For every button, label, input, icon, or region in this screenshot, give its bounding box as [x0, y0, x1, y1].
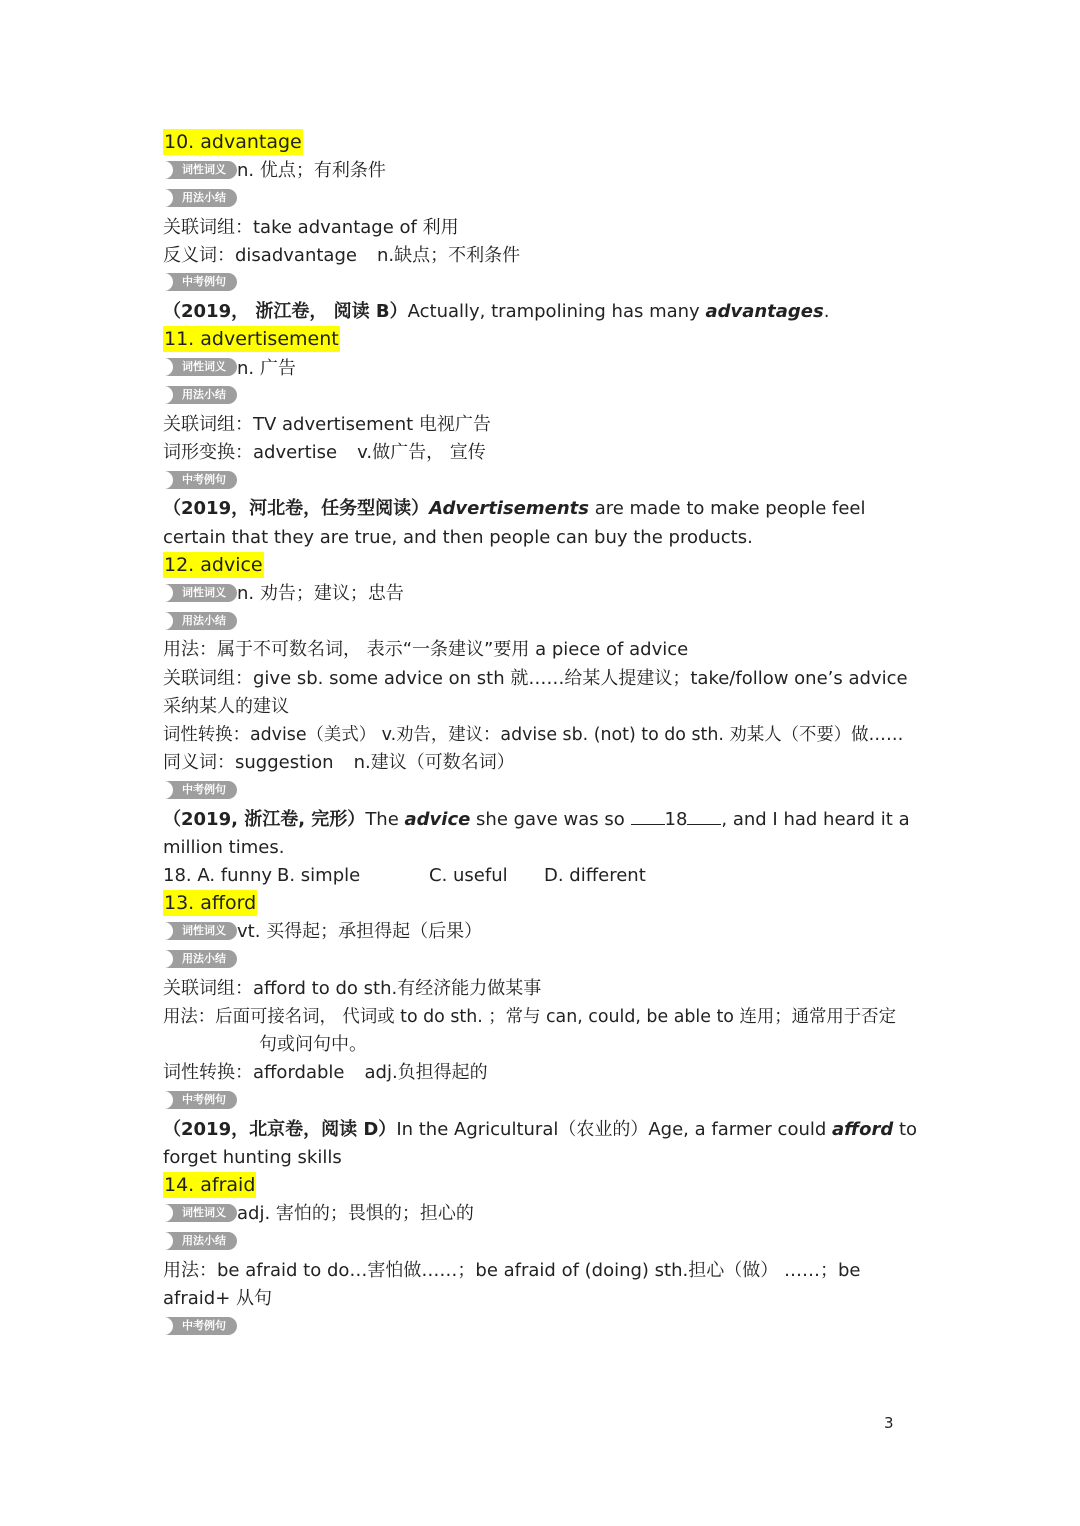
- entry-heading: 14. afraid: [164, 1174, 256, 1197]
- text-line: 用法：be afraid to do…害怕做……；be afraid of (doing) sth.担心（做） ……；be afraid+ 从句: [163, 1259, 861, 1309]
- options-line: 18. A. funny B. simple C. useful D. different: [163, 864, 646, 886]
- pos-badge: 词性词义: [163, 584, 237, 602]
- entry-heading: 10. advantage: [164, 131, 302, 153]
- page-number: 3: [884, 1414, 894, 1432]
- example-line: （2019, 浙江卷, 完形）The advice she gave was so 18 , and I had heard it a million times.: [163, 808, 910, 858]
- pos-line: 词性词义 vt. 买得起；承担得起（后果）: [163, 918, 919, 946]
- pos-line: 词性词义 adj. 害怕的；畏惧的；担心的: [163, 1200, 919, 1228]
- pos-line: 词性词义 n. 优点；有利条件: [163, 157, 919, 185]
- text-line: 词形变换：advertise v.做广告， 宣传: [163, 442, 486, 464]
- text-line: 词性转换：affordable adj.负担得起的: [163, 1062, 488, 1084]
- document-page: [163, 129, 919, 1341]
- usage-badge: 用法小结: [163, 189, 237, 207]
- pos-badge: 词性词义: [163, 922, 237, 940]
- usage-badge: 用法小结: [163, 612, 237, 630]
- text-line: 反义词：disadvantage n.缺点；不利条件: [163, 244, 521, 266]
- example-line: （2019，北京卷，阅读 D）In the Agricultural（农业的）Age, a farmer could afford to forget hunting skills: [163, 1118, 918, 1168]
- text-line: 关联词组：afford to do sth.有经济能力做某事: [163, 977, 542, 999]
- entry-heading: 12. advice: [164, 553, 263, 576]
- entry-heading: 13. afford: [164, 892, 257, 915]
- pos-line: 词性词义 n. 劝告；建议；忠告: [163, 580, 919, 608]
- usage-badge: 用法小结: [163, 1232, 237, 1250]
- text-line: 关联词组：TV advertisement 电视广告: [163, 413, 491, 435]
- entry-heading: 11. advertisement: [164, 328, 339, 351]
- example-badge: 中考例句: [163, 781, 237, 799]
- example-badge: 中考例句: [163, 1317, 237, 1335]
- example-badge: 中考例句: [163, 471, 237, 489]
- pos-badge: 词性词义: [163, 1204, 237, 1222]
- text-line: 关联词组：take advantage of 利用: [163, 216, 459, 238]
- text-line: 句或问句中。: [259, 1034, 367, 1056]
- text-line: 用法：后面可接名词， 代词或 to do sth. ；常与 can, could, be able to 连用；通常用于否定: [163, 1006, 896, 1027]
- answer-blank: [687, 810, 721, 825]
- answer-blank: [631, 810, 665, 825]
- text-line: 词性转换：advise（美式） v.劝告，建议：advise sb. (not) to do sth. 劝某人（不要）做……: [163, 725, 904, 745]
- pos-badge: 词性词义: [163, 358, 237, 376]
- usage-badge: 用法小结: [163, 950, 237, 968]
- text-line: 关联词组：give sb. some advice on sth 就……给某人提建议；take/follow one’s advice 采纳某人的建议: [163, 667, 908, 717]
- text-line: 同义词：suggestion n.建议（可数名词）: [163, 752, 515, 774]
- text-line: 用法：属于不可数名词， 表示“一条建议”要用 a piece of advice: [163, 639, 689, 661]
- example-badge: 中考例句: [163, 1091, 237, 1109]
- pos-badge: 词性词义: [163, 161, 237, 179]
- pos-line: 词性词义 n. 广告: [163, 355, 919, 383]
- example-line: （2019， 浙江卷， 阅读 B）Actually, trampolining has many advantages.: [163, 301, 830, 323]
- example-line: （2019，河北卷，任务型阅读）Advertisements are made to make people feel certain that they are true, and then people can buy the products.: [163, 498, 866, 548]
- usage-badge: 用法小结: [163, 386, 237, 404]
- example-badge: 中考例句: [163, 273, 237, 291]
